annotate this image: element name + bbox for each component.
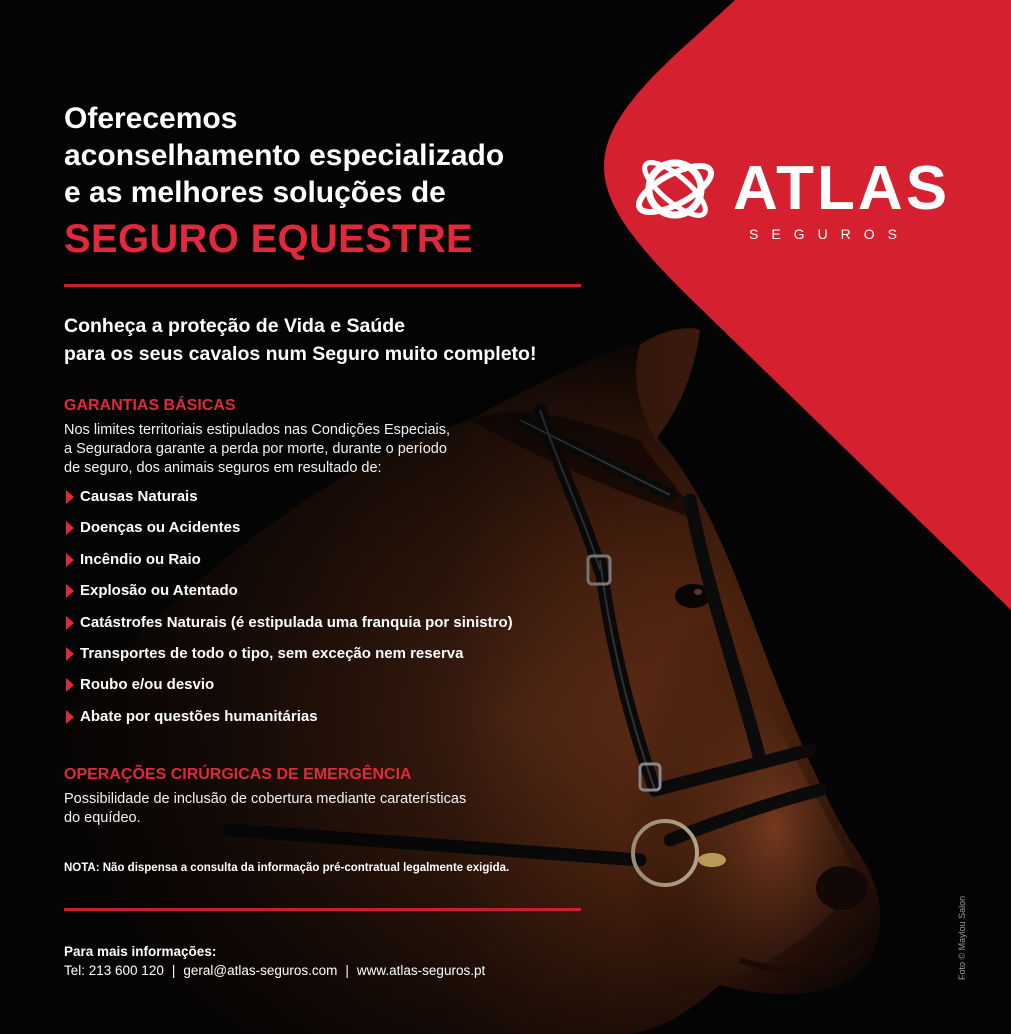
brand-tagline: SEGUROS: [749, 226, 911, 242]
garantias-title: GARANTIAS BÁSICAS: [64, 397, 236, 414]
photo-credit: Foto © Maylou Salon: [957, 895, 967, 980]
list-item-label: Abate por questões humanitárias: [80, 707, 318, 725]
separator: |: [171, 963, 176, 978]
separator: |: [345, 963, 349, 978]
legal-note: NOTA: Não dispensa a consulta da informação pré-contratual legalmente exigida.: [64, 862, 510, 874]
triangle-bullet-icon: [66, 616, 74, 630]
list-item: [64, 613, 513, 644]
triangle-bullet-icon: [66, 647, 74, 661]
list-item: [64, 644, 513, 675]
list-item: [64, 675, 513, 706]
list-item: [64, 707, 513, 738]
triangle-bullet-icon: [66, 710, 74, 724]
globe-orbit-icon: [632, 148, 720, 228]
triangle-bullet-icon: [66, 490, 74, 504]
headline-line: e as melhores soluções de: [64, 176, 446, 209]
contact-title: Para mais informações:: [64, 944, 217, 959]
list-item-label: Doenças ou Acidentes: [80, 519, 241, 537]
list-item: [64, 518, 513, 549]
list-item: [64, 487, 513, 518]
list-item-label: Incêndio ou Raio: [80, 550, 201, 568]
triangle-bullet-icon: [66, 553, 74, 567]
headline-line: aconselhamento especializado: [64, 139, 505, 172]
garantias-list: [64, 487, 513, 738]
headline-line: Oferecemos: [64, 102, 238, 135]
brand-name: ATLAS: [733, 154, 951, 223]
contact-phone: Tel: 213 600 120: [64, 963, 164, 978]
contact-email[interactable]: geral@atlas-seguros.com: [183, 963, 338, 978]
cirurgicas-line: do equídeo.: [64, 810, 141, 826]
intro-line: Conheça a proteção de Vida e Saúde: [64, 315, 406, 337]
garantias-line: a Seguradora garante a perda por morte, durante o período: [64, 441, 447, 457]
intro-line: para os seus cavalos num Seguro muito completo!: [64, 343, 537, 365]
garantias-line: de seguro, dos animais seguros em resultado de:: [64, 460, 382, 476]
list-item: [64, 581, 513, 612]
list-item-label: Explosão ou Atentado: [80, 582, 238, 600]
divider: [64, 284, 581, 287]
list-item-label: Catástrofes Naturais (é estipulada uma franquia por sinistro): [80, 613, 513, 631]
garantias-description: [64, 421, 534, 478]
cirurgicas-description: [64, 790, 534, 828]
list-item-label: Causas Naturais: [80, 488, 198, 505]
divider: [64, 908, 581, 911]
list-item: [64, 550, 513, 581]
cirurgicas-line: Possibilidade de inclusão de cobertura mediante caraterísticas: [64, 791, 467, 807]
triangle-bullet-icon: [66, 678, 74, 692]
cirurgicas-title: OPERAÇÕES CIRÚRGICAS DE EMERGÊNCIA: [64, 766, 412, 783]
headline-accent: SEGURO EQUESTRE: [64, 217, 474, 261]
triangle-bullet-icon: [66, 584, 74, 598]
garantias-line: Nos limites territoriais estipulados nas Condições Especiais,: [64, 422, 451, 438]
list-item-label: Transportes de todo o tipo, sem exceção nem reserva: [80, 644, 464, 662]
contact-website[interactable]: www.atlas-seguros.pt: [356, 963, 486, 978]
headline: [64, 100, 604, 211]
contact-line: [64, 963, 485, 978]
triangle-bullet-icon: [66, 521, 74, 535]
list-item-label: Roubo e/ou desvio: [80, 676, 215, 694]
intro-text: [64, 312, 624, 368]
